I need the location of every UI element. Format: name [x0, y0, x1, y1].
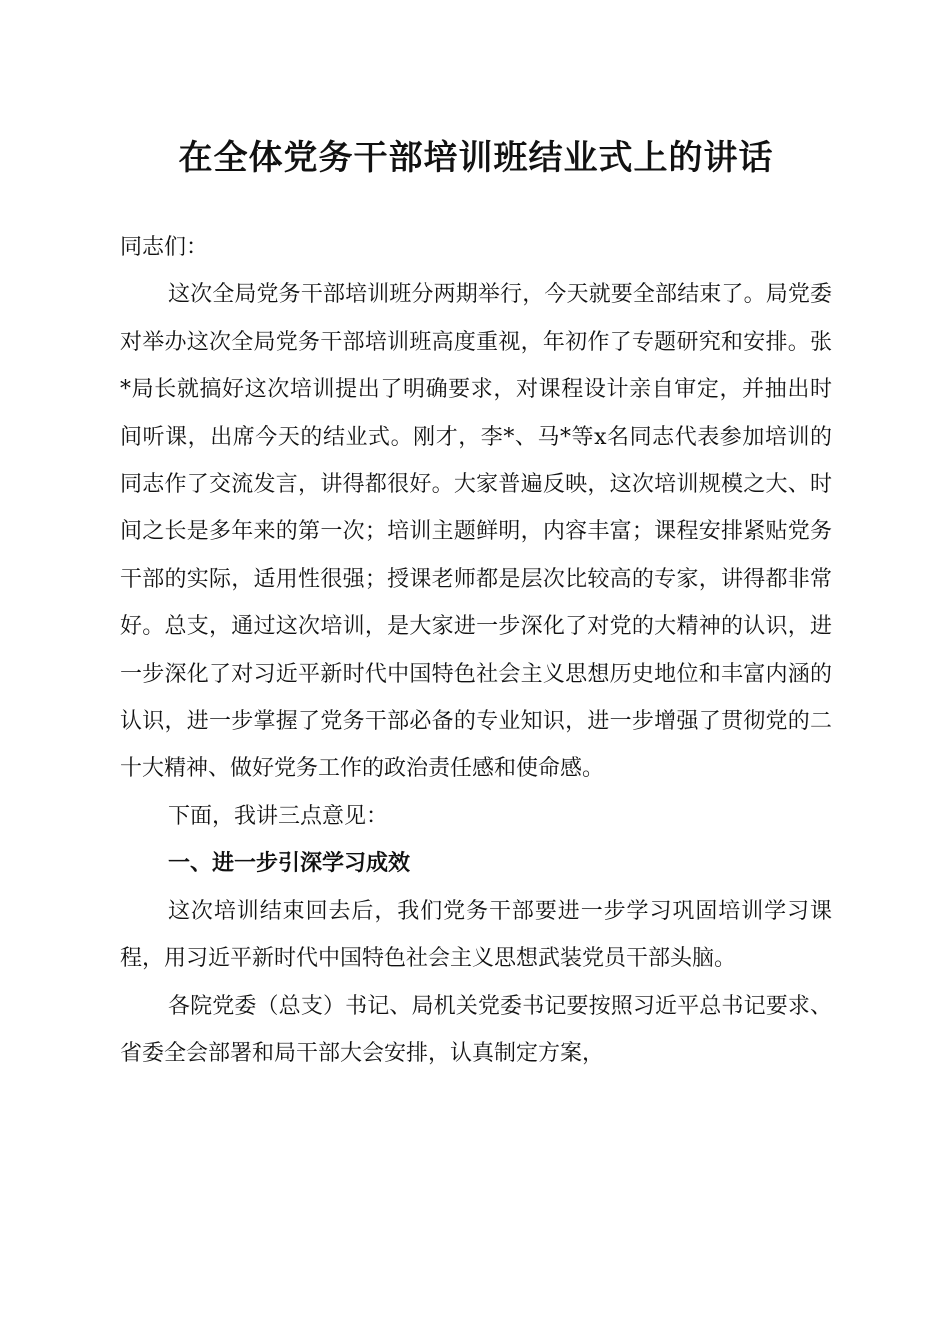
paragraph-section-1-b: 各院党委（总支）书记、局机关党委书记要按照习近平总书记要求、省委全会部署和局干部大会安排，认真制定方案，: [120, 993, 832, 1066]
section-heading-1: 一、进一步引深学习成效: [168, 851, 411, 877]
paragraph-transition: 下面，我讲三点意见：: [168, 803, 389, 829]
paragraph-section-1-a: 这次培训结束回去后，我们党务干部要进一步学习巩固培训学习课程，用习近平新时代中国特色社会主义思想武装党员干部头脑。: [120, 898, 832, 972]
paragraph-intro: 这次全局党务干部培训班分两期举行，今天就要全部结束了。局党委对举办这次全局党务干部培训班高度重视，年初作了专题研究和安排。张*局长就搞好这次培训提出了明确要求，对课程设计亲自审定，并抽出时间听课，出席今天的结业式。刚才，李*、马*等x名同志代表参加培训的同志作了交流发言，讲得都很好。大家普遍反映，这次培训规模之大、时间之长是多年来的第一次；培训主题鲜明，内容丰富；课程安排紧贴党务干部的实际，适用性很强；授课老师都是层次比较高的专家，讲得都非常好。总支，通过这次培训，是大家进一步深化了对党的大精神的认识，进一步深化了对习近平新时代中国特色社会主义思想历史地位和丰富内涵的认识，进一步掌握了党务干部必备的专业知识，进一步增强了贯彻党的二十大精神、做好党务工作的政治责任感和使命感。: [120, 282, 832, 782]
salutation: 同志们：: [120, 235, 209, 260]
document-page: [120, 128, 832, 1077]
document-title: 在全体党务干部培训班结业式上的讲话: [178, 138, 774, 178]
document-body: [120, 224, 832, 1077]
